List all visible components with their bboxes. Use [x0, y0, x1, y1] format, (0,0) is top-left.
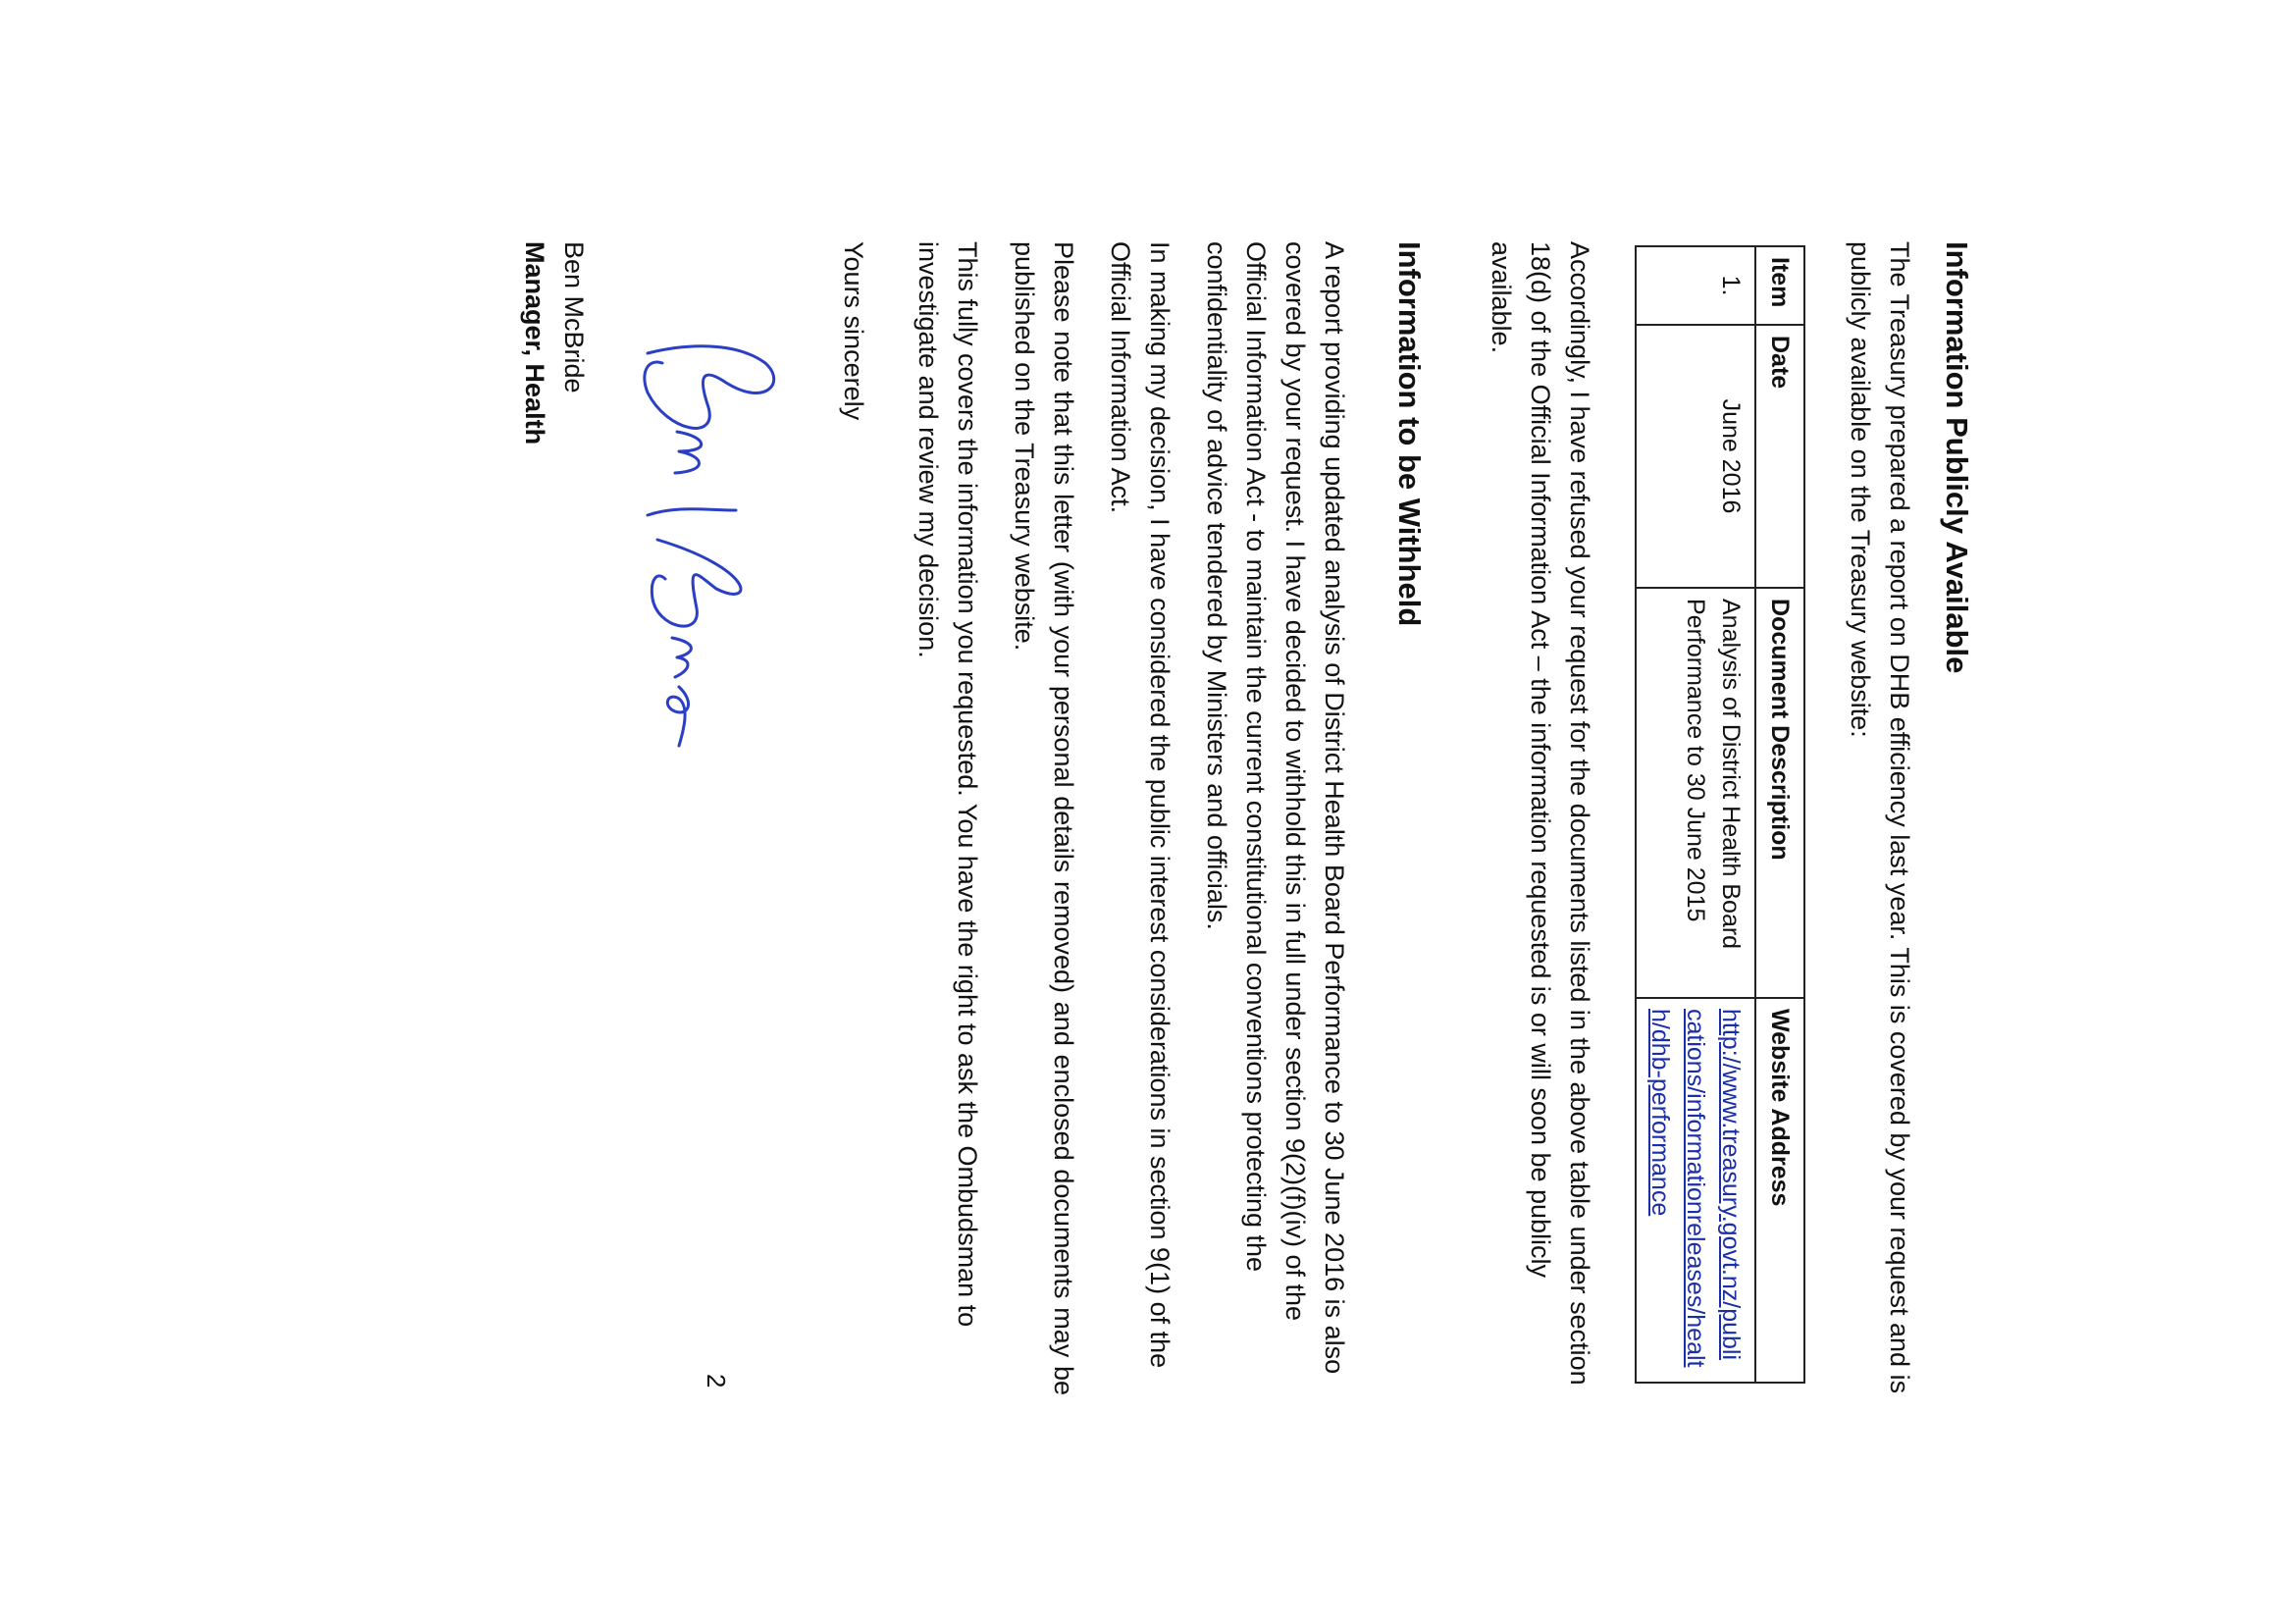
documents-table: [1635, 245, 1805, 1384]
signatory-name: Ben McBride: [559, 241, 589, 393]
intro-paragraph: The Treasury prepared a report on DHB efficiency last year. This is covered by your request and is publicly available on the Treasury website:: [1846, 241, 1914, 1394]
cell-date: June 2016: [1636, 325, 1755, 588]
table-header-row: [1755, 246, 1804, 1383]
header-description: Document Description: [1755, 588, 1804, 998]
handwritten-signature: [628, 314, 795, 765]
public-interest-paragraph: In making my decision, I have considered the public interest considerations in section 9(1) of the Official Information Act.: [1106, 241, 1174, 1369]
cell-item: 1.: [1636, 246, 1755, 325]
closing-salutation: Yours sincerely: [839, 241, 868, 421]
signatory-title: Manager, Health: [520, 241, 549, 445]
section-heading-withheld: Information to be Withheld: [1392, 241, 1427, 627]
withheld-paragraph: A report providing updated analysis of District Health Board Performance to 30 June 2016 is also covered by your request. I have decided to withhold this in full under section 9(2)(f)(iv) of the Official Information Act - to maintain the current constitutional conventions protecting the confidentiality of advice tendered by Ministers and officials.: [1202, 241, 1349, 1375]
header-date: Date: [1755, 325, 1804, 588]
website-link[interactable]: http://www.treasury.govt.nz/publications/informationreleases/health/dhb-performance: [1646, 1009, 1745, 1368]
cell-website: [1636, 998, 1755, 1383]
page-number: 2: [702, 1374, 731, 1388]
section-heading-publicly-available: Information Publicly Available: [1940, 241, 1974, 674]
refusal-paragraph: Accordingly, I have refused your request for the documents listed in the above table under section 18(d) of the Official Information Act – the information requested is or will soon be publicly available.: [1487, 241, 1594, 1386]
ombudsman-paragraph: This fully covers the information you requested. You have the right to ask the Ombudsman to investigate and review my decision.: [913, 241, 982, 1328]
header-item: Item: [1755, 246, 1804, 325]
letter-body: [834, 241, 1976, 1395]
table-row: [1636, 246, 1755, 1383]
publication-note-paragraph: Please note that this letter (with your personal details removed) and enclosed documents may be published on the Treasury website.: [1010, 241, 1078, 1395]
header-website: Website Address: [1755, 998, 1804, 1383]
cell-description: Analysis of District Health Board Performance to 30 June 2015: [1636, 588, 1755, 998]
signature-block: [515, 241, 594, 445]
